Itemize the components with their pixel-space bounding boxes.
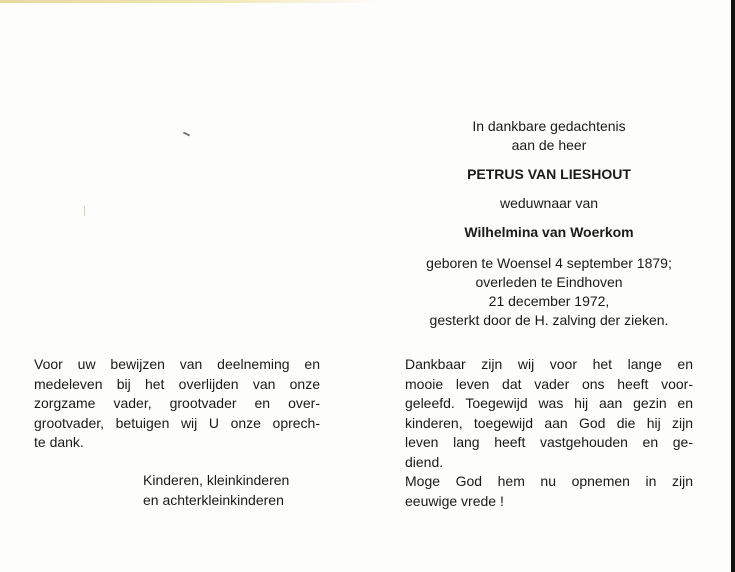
- text-line: leven lang heeft vastgehouden en ge-: [405, 434, 693, 450]
- card-right-edge: [731, 0, 735, 572]
- text-line: Moge God hem nu opnemen in zijn: [405, 473, 693, 489]
- memorial-text-column: [405, 117, 693, 511]
- text-line: diend.: [405, 453, 444, 470]
- spouse-name: Wilhelmina van Woerkom: [464, 224, 634, 240]
- text-line: geleefd. Toegewijd was hij aan gezin en: [405, 395, 693, 411]
- thanks-line: medeleven bij het overlijden van onze: [34, 375, 320, 392]
- signature-block: [143, 470, 289, 510]
- memorial-paragraph: [405, 355, 693, 511]
- text-line: mooie leven dat vader ons heeft voor-: [405, 375, 693, 392]
- birth-line: geboren te Woensel 4 september 1879;: [426, 255, 672, 271]
- sacrament-line: gesterkt door de H. zalving der zieken.: [429, 312, 669, 328]
- paper-speck: [183, 132, 190, 137]
- paper-mark: [84, 206, 85, 216]
- thanks-paragraph: [34, 355, 320, 453]
- relation-line: weduwnaar van: [499, 195, 599, 211]
- thanks-line: grootvader, betuigen wij U onze oprech-: [34, 414, 320, 431]
- death-date-line: 21 december 1972,: [488, 293, 610, 309]
- thanks-line: zorgzame vader, grootvader en over-: [34, 395, 320, 411]
- deceased-name: PETRUS VAN LIESHOUT: [467, 166, 631, 182]
- signature-line-2: en achterkleinkinderen: [143, 492, 284, 508]
- text-line: eeuwige vrede !: [405, 492, 504, 509]
- text-line: Dankbaar zijn wij voor het lange en: [405, 356, 693, 372]
- thanks-line: te dank.: [34, 434, 84, 450]
- card-top-edge: [0, 0, 380, 3]
- intro-line-2: aan de heer: [511, 137, 587, 153]
- thanks-line: Voor uw bewijzen van deelneming en: [34, 356, 320, 372]
- death-place-line: overleden te Eindhoven: [475, 274, 623, 290]
- intro-line-1: In dankbare gedachtenis: [472, 118, 626, 134]
- text-line: kinderen, toegewijd aan God die hij zijn: [405, 414, 693, 431]
- signature-line-1: Kinderen, kleinkinderen: [143, 472, 290, 488]
